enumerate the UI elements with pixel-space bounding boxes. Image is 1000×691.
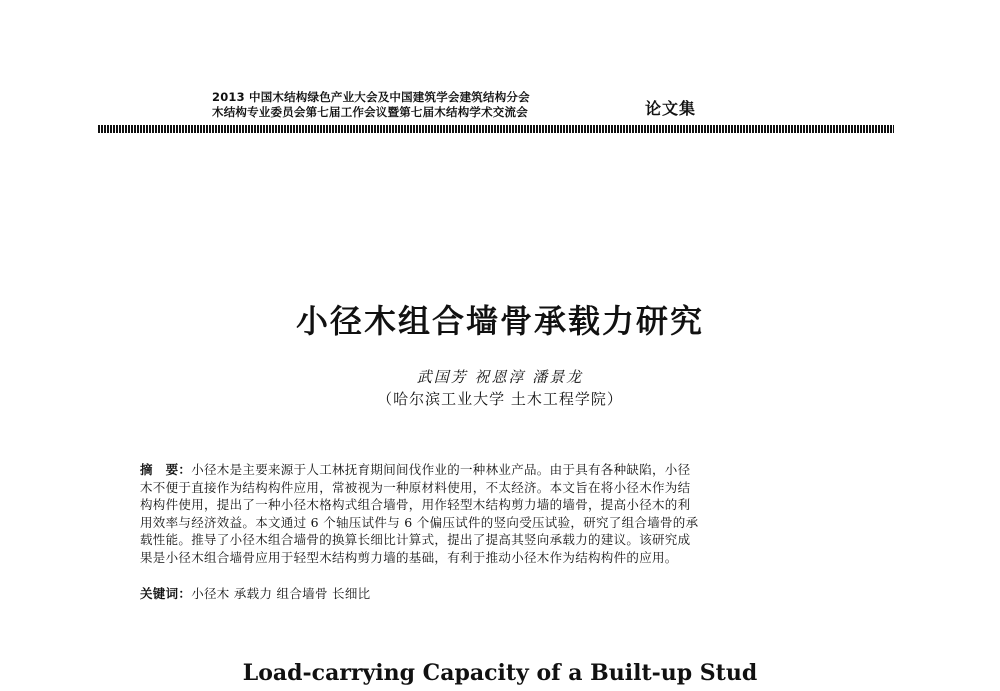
paper-affiliation: （哈尔滨工业大学 土木工程学院） <box>377 390 623 408</box>
keywords-text: 小径木 承载力 组合墙骨 长细比 <box>191 586 371 601</box>
abstract-line: 木不便于直接作为结构构件应用，常被视为一种原材料使用，不太经济。本文旨在将小径木作为结 <box>140 479 691 495</box>
abstract-line: 用效率与经济效益。本文通过 6 个轴压试件与 6 个偏压试件的竖向受压试验，研究了组合墙骨的承 <box>140 514 699 530</box>
conference-header-line-2: 木结构专业委员会第七届工作会议暨第七届木结构学术交流会 <box>212 105 528 119</box>
english-title: Load-carrying Capacity of a Built-up Stud <box>242 660 758 686</box>
abstract-text: 小径木是主要来源于人工林抚育期间间伐作业的一种林业产品。由于具有各种缺陷，小径 <box>191 462 691 477</box>
conference-header <box>212 90 530 120</box>
conference-header-line-1: 2013 中国木结构绿色产业大会及中国建筑学会建筑结构分会 <box>212 90 530 104</box>
paper-authors: 武国芳 祝恩淳 潘景龙 <box>416 368 584 386</box>
proceedings-label: 论文集 <box>645 99 697 118</box>
abstract-line: 构构件使用，提出了一种小径木格构式组合墙骨，用作轻型木结构剪力墙的墙骨，提高小径木的利 <box>140 497 691 512</box>
abstract-label: 摘 要： <box>140 462 192 477</box>
abstract <box>140 461 856 566</box>
abstract-line: 果是小径木组合墙骨应用于轻型木结构剪力墙的基础，有利于推动小径木作为结构构件的应用。 <box>140 549 678 565</box>
paper-title: 小径木组合墙骨承载力研究 <box>295 302 704 340</box>
header-rule <box>98 125 894 133</box>
abstract-line: 载性能。推导了小径木组合墙骨的换算长细比计算式，提出了提高其竖向承载力的建议。该研究成 <box>140 532 691 547</box>
keywords-label: 关键词： <box>140 586 192 601</box>
keywords <box>140 584 370 602</box>
abstract-line <box>140 461 856 479</box>
